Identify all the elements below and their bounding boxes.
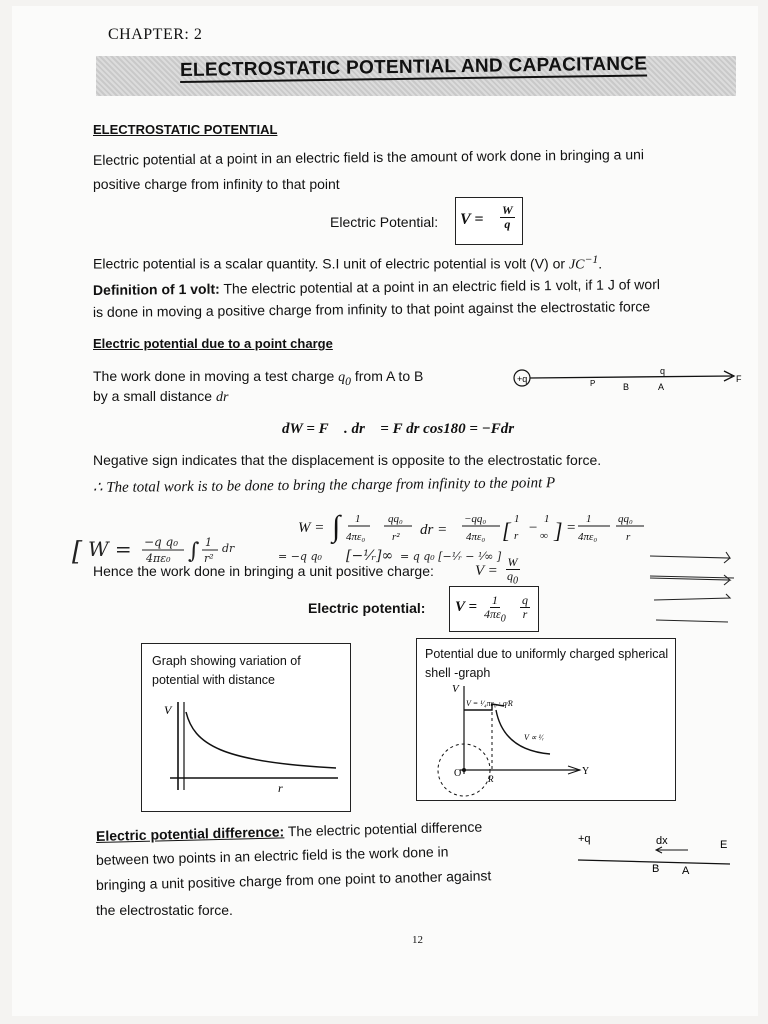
svg-text:4πε₀: 4πε₀: [346, 531, 366, 543]
page-number: 12: [412, 934, 423, 946]
svg-text:4πε₀: 4πε₀: [578, 531, 598, 543]
svg-text:W =: W =: [88, 537, 132, 561]
svg-text:r: r: [514, 530, 519, 542]
graph-right-r-label: R: [488, 774, 494, 784]
therefore-statement: ∴ The total work is to be done to bring the charge from infinity to the point P: [92, 475, 556, 496]
svg-text:−: −: [528, 520, 539, 536]
svg-text:∞: ∞: [540, 530, 548, 542]
electric-potential-label: Electric potential:: [308, 600, 426, 616]
graph-right-x-label: Y: [582, 766, 590, 777]
section-heading-point-charge: Electric potential due to a point charge: [93, 336, 333, 351]
svg-text:1: 1: [544, 513, 550, 525]
work-done-line-1: The work done in moving a test charge $q_0$ from A to B: [93, 368, 424, 388]
svg-text:−qq₀: −qq₀: [464, 513, 487, 525]
label-f: F: [736, 374, 742, 384]
svg-text:1: 1: [586, 513, 592, 525]
svg-text:1: 1: [205, 536, 212, 549]
diagram-e: E: [720, 839, 728, 851]
hence-formula: V = $\frac{W}{q_0}$: [475, 555, 519, 587]
dw-equation: dW = F⃗ . dr⃗ = F dr cos180 = −Fdr: [282, 421, 515, 437]
negative-sign-statement: Negative sign indicates that the displacement is opposite to the electrostatic force.: [93, 452, 602, 468]
svg-text:1: 1: [355, 513, 361, 525]
svg-text:W =: W =: [298, 520, 325, 536]
electric-potential-box: V = $\frac{1}{4\pi\varepsilon_0}$ $\frac{q}{r}$: [449, 586, 539, 632]
potential-difference-diagram: [570, 830, 740, 880]
work-done-line-2: by a small distance dr: [93, 388, 229, 405]
svg-text:r²: r²: [392, 531, 400, 543]
svg-text:= q q₀ [−¹⁄ᵣ − ¹⁄∞ ]: = q q₀ [−¹⁄ᵣ − ¹⁄∞ ]: [400, 550, 502, 563]
graph-right-o-label: O: [454, 768, 462, 779]
potential-difference-line-2: between two points in an electric field is the work done in: [95, 843, 449, 868]
formula-lhs: V =: [460, 211, 484, 228]
svg-text:r: r: [626, 531, 631, 543]
diagram-dx: dx: [656, 835, 668, 847]
chapter-title: ELECTROSTATIC POTENTIAL AND CAPACITANCE: [179, 53, 648, 81]
svg-text:qq₀: qq₀: [388, 513, 403, 525]
svg-text:V ∝ ¹⁄ᵣ: V ∝ ¹⁄ᵣ: [524, 733, 545, 742]
svg-text:−q q₀: −q q₀: [144, 535, 179, 549]
svg-text:[: [: [502, 518, 511, 543]
svg-text:qq₀: qq₀: [618, 513, 633, 525]
point-charge-diagram: [510, 366, 750, 396]
spherical-shell-graph: [430, 682, 670, 797]
potential-difference-line-1: Electric potential difference: The electric potential difference: [95, 818, 483, 844]
label-q: q: [660, 366, 666, 376]
svg-text:V = ¹⁄₄πε₀ · q⁄R: V = ¹⁄₄πε₀ · q⁄R: [466, 699, 513, 708]
scalar-statement: Electric potential is a scalar quantity. S.I unit of electric potential is volt (V) or $JC^{-1}$.: [93, 253, 603, 273]
svg-text:]: ]: [554, 518, 563, 543]
graph-left-r-label: r: [278, 781, 283, 795]
svg-text:∫: ∫: [332, 510, 341, 543]
graph-left-caption: Graph showing variation of potential with distance: [152, 654, 301, 687]
svg-text:r²: r²: [204, 552, 214, 565]
graph-right-v-label: V: [452, 683, 459, 695]
label-a: A: [658, 382, 665, 392]
formula-label: Electric Potential:: [330, 214, 439, 230]
svg-text:4πε₀: 4πε₀: [146, 552, 171, 565]
chapter-label: CHAPTER: 2: [108, 26, 203, 43]
label-b: B: [623, 382, 630, 392]
volt-definition-line-1: Definition of 1 volt: The electric potential at a point in an electric field is 1 volt, if 1 J of worl: [92, 276, 661, 298]
svg-text:[: [: [72, 537, 83, 567]
diagram-b: B: [652, 863, 660, 875]
svg-text:1: 1: [514, 513, 520, 525]
margin-arrow-marks: [640, 570, 740, 630]
svg-text:∫: ∫: [188, 539, 200, 564]
svg-text:[−¹⁄ᵣ]∞: [−¹⁄ᵣ]∞: [346, 548, 394, 564]
graph-left-v-label: V: [164, 703, 172, 717]
diagram-a: A: [682, 865, 690, 877]
volt-definition-line-2: is done in moving a positive charge from infinity to that point against the electrostatic force: [92, 298, 651, 320]
graph-right-caption: Potential due to uniformly charged spherical shell -graph: [425, 647, 669, 680]
svg-text:+q: +q: [517, 374, 528, 384]
section-heading-electrostatic-potential: ELECTROSTATIC POTENTIAL: [93, 122, 278, 137]
label-p: P: [590, 379, 596, 388]
definition-line-1: Electric potential at a point in an electric field is the amount of work done in bringing a uni: [92, 146, 645, 168]
diagram-plus-q: +q: [578, 833, 591, 845]
hence-statement: Hence the work done in bringing a unit positive charge:: [93, 563, 434, 579]
formula-fraction: $\frac{W}{q}$: [502, 203, 513, 231]
definition-line-2: positive charge from infinity to that point: [93, 176, 340, 192]
potential-vs-distance-graph: [160, 700, 340, 800]
svg-text:dr =: dr =: [420, 522, 448, 538]
potential-difference-line-4: the electrostatic force.: [96, 902, 233, 918]
potential-difference-line-3: bringing a unit positive charge from one point to another against: [95, 867, 492, 893]
svg-text:= −q q₀: = −q q₀: [278, 550, 322, 563]
svg-text:dr: dr: [222, 542, 235, 555]
svg-text:=: =: [566, 520, 577, 536]
svg-text:4πε₀: 4πε₀: [466, 531, 486, 543]
potential-formula-box: [455, 197, 523, 245]
